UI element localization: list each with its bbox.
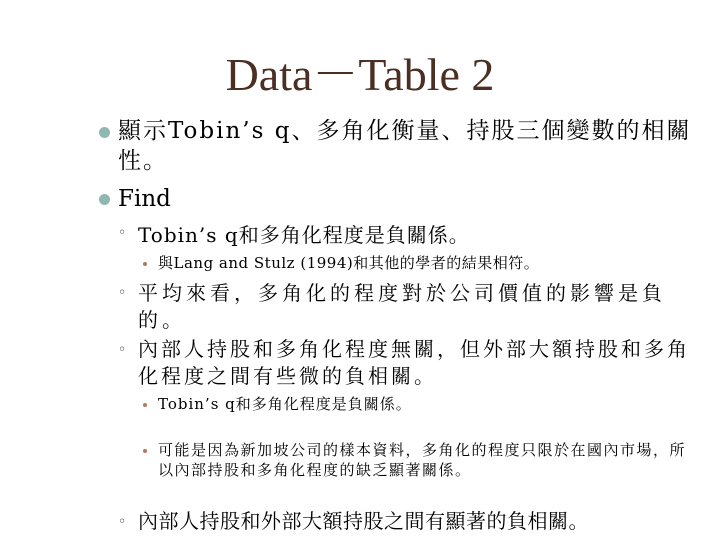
- sub-sub-bullet-text: Tobin’s q和多角化程度是負關係。: [158, 395, 412, 413]
- bullet-dot-icon: [99, 127, 110, 138]
- sub-bullet-text: 內部人持股和多角化程度無關，但外部大額持股和多角化程度之間有些微的負相關。: [138, 337, 690, 388]
- ring-bullet-icon: ◦: [118, 285, 127, 301]
- ring-bullet-icon: ◦: [118, 514, 127, 530]
- dot-bullet-icon: [143, 403, 147, 407]
- bullet-dot-icon: [99, 194, 110, 205]
- dot-bullet-icon: [143, 262, 147, 266]
- ring-bullet-icon: ◦: [118, 225, 127, 241]
- sub-sub-bullet-text: 與Lang and Stulz (1994)和其他的學者的結果相符。: [158, 254, 540, 272]
- ring-bullet-icon: ◦: [118, 342, 127, 358]
- dot-bullet-icon: [143, 449, 147, 453]
- slide-title: Data－Table 2: [225, 49, 495, 100]
- sub-sub-bullet-text: 可能是因為新加坡公司的樣本資料，多角化的程度只限於在國內市場，所以內部持股和多角化程度的缺乏顯著關係。: [158, 441, 687, 479]
- sub-bullet-text: Tobin’s q和多角化程度是負關係。: [138, 223, 470, 247]
- bullet-text: 顯示Tobin’s q、多角化衡量、持股三個變數的相關性。: [118, 118, 692, 174]
- sub-bullet-text: 內部人持股和外部大額持股之間有顯著的負相關。: [138, 509, 589, 533]
- bullet-text: Find: [118, 186, 171, 212]
- sub-bullet-text: 平均來看，多角化的程度對於公司價值的影響是負的。: [138, 281, 666, 332]
